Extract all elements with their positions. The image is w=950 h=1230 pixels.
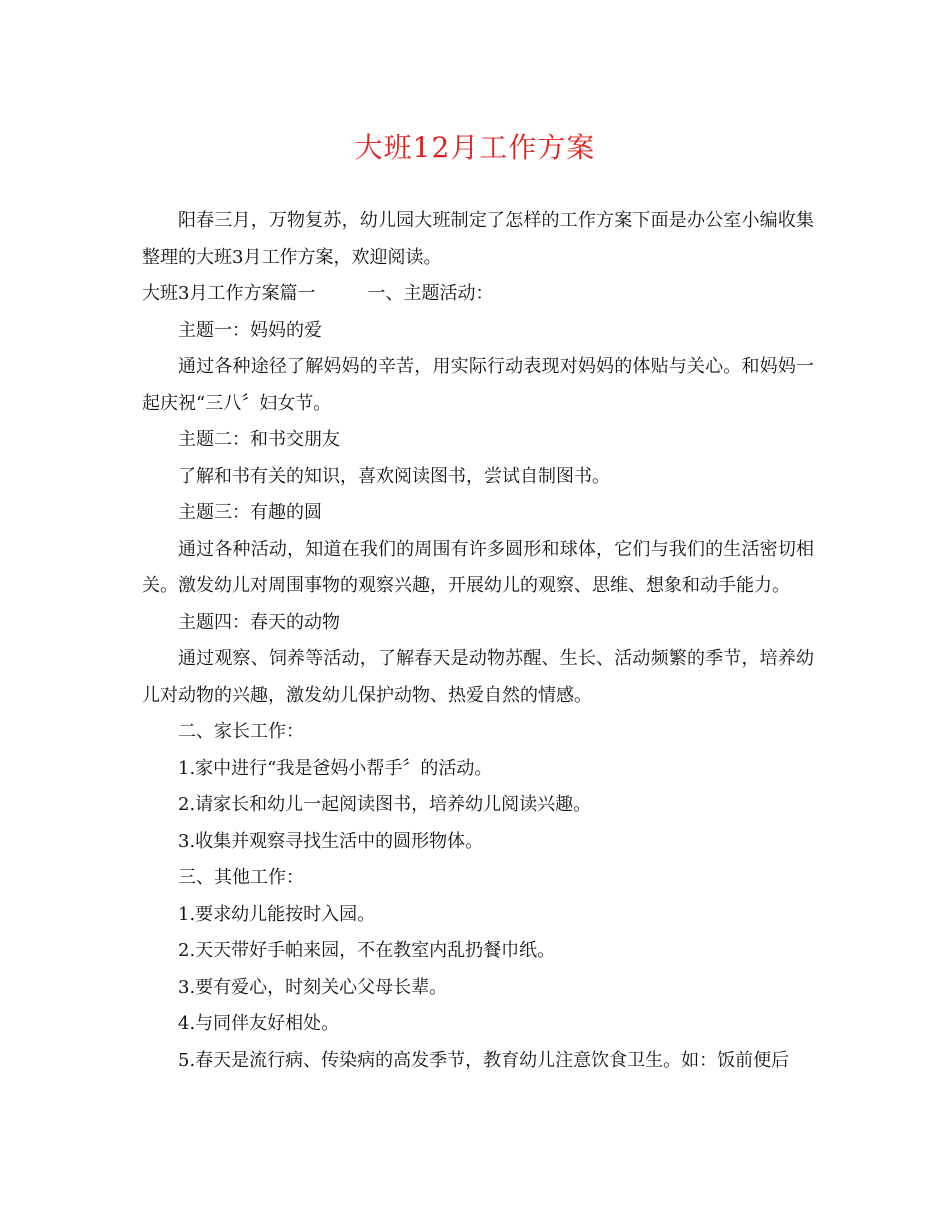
section-heading: 一、主题活动： — [367, 283, 494, 304]
other-item: 5.春天是流行病、传染病的高发季节，教育幼儿注意饮食卫生。如：饭前便后 — [178, 1049, 790, 1071]
theme-2-text: 了解和书有关的知识，喜欢阅读图书，尝试自制图书。 — [178, 465, 610, 487]
section-heading-line — [142, 276, 814, 313]
other-heading: 三、其他工作： — [178, 867, 304, 888]
intro-paragraph: 阳春三月，万物复苏，幼儿园大班制定了怎样的工作方案下面是办公室小编收集整理的大班3月工作方案，欢迎阅读。 — [142, 210, 814, 268]
theme-3-title: 主题三：有趣的圆 — [178, 502, 322, 523]
parents-item: 2.请家长和幼儿一起阅读图书，培养幼儿阅读兴趣。 — [178, 794, 592, 815]
parents-item: 3.收集并观察寻找生活中的圆形物体。 — [178, 830, 484, 852]
section-label: 大班3月工作方案篇一 — [142, 283, 316, 304]
document-title: 大班12月工作方案 — [354, 131, 596, 164]
theme-3-text: 通过各种活动，知道在我们的周围有许多圆形和球体，它们与我们的生活密切相关。激发幼儿对周围事物的观察兴趣，开展幼儿的观察、思维、想象和动手能力。 — [142, 538, 814, 596]
other-item: 1.要求幼儿能按时入园。 — [178, 903, 376, 925]
theme-1-title: 主题一：妈妈的爱 — [178, 319, 322, 341]
other-item: 4.与同伴友好相处。 — [178, 1013, 340, 1034]
other-item: 3.要有爱心，时刻关心父母长辈。 — [178, 976, 448, 998]
theme-1-text: 通过各种途径了解妈妈的辛苦，用实际行动表现对妈妈的体贴与关心。和妈妈一起庆祝“三八〞妇女节。 — [142, 356, 814, 414]
theme-4-text: 通过观察、饲养等活动，了解春天是动物苏醒、生长、活动频繁的季节，培养幼儿对动物的兴趣，激发幼儿保护动物、热爱自然的情感。 — [142, 648, 814, 706]
parents-item: 1.家中进行“我是爸妈小帮手〞的活动。 — [178, 757, 493, 779]
parents-heading: 二、家长工作： — [178, 721, 304, 742]
theme-4-title: 主题四：春天的动物 — [178, 611, 340, 633]
document-body — [142, 203, 814, 1079]
other-item: 2.天天带好手帕来园，不在教室内乱扔餐巾纸。 — [178, 940, 556, 961]
theme-2-title: 主题二：和书交朋友 — [178, 429, 340, 450]
